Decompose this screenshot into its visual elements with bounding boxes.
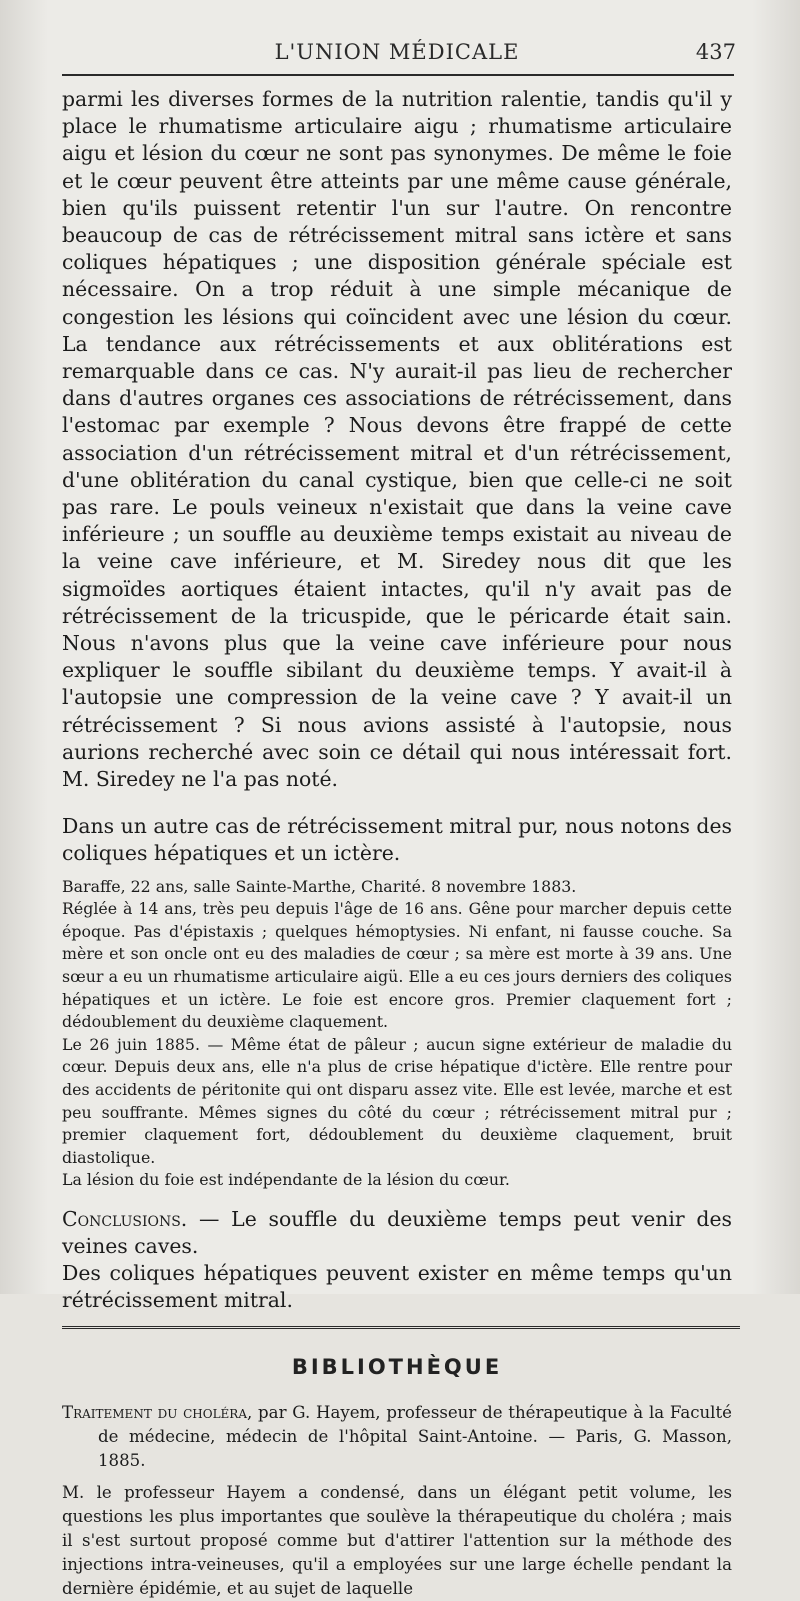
page-number: 437	[695, 40, 736, 64]
conclusions-1	[62, 1206, 732, 1260]
case-report-line: Le 26 juin 1885. — Même état de pâleur ; aucun signe extérieur de maladie du cœur. Depuis deux ans, elle n'a plus de crise hépatique d'ictère. Elle rentre pour des accidents de péritonite qui ont disparu assez vite. Elle est levée, marche et est peu souffrante. Mêmes signes du côté du cœur ; rétrécissement mitral pur ; premier claquement fort, dédoublement du deuxième claquement, bruit diastolique.	[62, 1034, 732, 1167]
running-title: L'UNION MÉDICALE	[274, 40, 520, 64]
section-heading: BIBLIOTHÈQUE	[291, 1355, 503, 1379]
case-report-line: La lésion du foie est indépendante de la lésion du cœur.	[62, 1170, 510, 1190]
bibliography	[62, 1401, 732, 1601]
conclusions-2: Des coliques hépatiques peuvent exister en même temps qu'un rétrécissement mitral.	[62, 1261, 732, 1312]
header-rule	[62, 74, 734, 76]
book-details: , par G. Hayem, professeur de thérapeutique à la Faculté de médecine, médecin de l'hôpital Saint-Antoine. — Paris, G. Masson, 1885.	[98, 1403, 732, 1470]
book-title: Traitement du choléra	[62, 1403, 248, 1422]
section-rule	[62, 1326, 740, 1329]
paragraph-1: parmi les diverses formes de la nutrition ralentie, tandis qu'il y place le rhumatisme articulaire aigu ; rhumatisme articulaire aigu et lésion du cœur ne sont pas synonymes. De même le foie et le cœur peuvent être atteints par une même cause générale, bien qu'ils puissent retentir l'un sur l'autre. On rencontre beaucoup de cas de rétrécissement mitral sans ictère et sans coliques hépatiques ; une disposition générale spéciale est nécessaire. On a trop réduit à une simple mécanique de congestion les lésions qui coïncident avec une lésion du cœur. La tendance aux rétrécissements et aux oblitérations est remarquable dans ce cas. N'y aurait-il pas lieu de rechercher dans d'autres organes ces associations de rétrécissement, dans l'estomac par exemple ? Nous devons être frappé de cette association d'un rétrécissement mitral et d'un rétrécissement, d'une oblitération du canal cystique, bien que celle-ci ne soit pas rare. Le pouls veineux n'existait que dans la veine cave inférieure ; un souffle au deuxième temps existait au niveau de la veine cave inférieure, et M. Siredey nous dit que les sigmoïdes aortiques étaient intactes, qu'il n'y avait pas de rétrécissement de la tricuspide, que le péricarde était sain. Nous n'avons plus que la veine cave inférieure pour nous expliquer le souffle sibilant du deuxième temps. Y avait-il à l'autopsie une compression de la veine cave ? Y avait-il un rétrécissement ? Si nous avions assisté à l'autopsie, nous aurions recherché avec soin ce détail qui nous intéressait fort. M. Siredey ne l'a pas noté.	[62, 87, 732, 792]
conclusions-text-1: — Le souffle du deuxième temps peut venir des veines caves.	[62, 1207, 732, 1258]
conclusions-label: Conclusions.	[62, 1207, 188, 1231]
article-body	[62, 86, 732, 868]
paragraph-2: Dans un autre cas de rétrécissement mitral pur, nous notons des coliques hépatiques et un ictère.	[62, 814, 732, 866]
conclusions	[62, 1206, 732, 1314]
book-reference	[62, 1401, 732, 1473]
case-report-line: Réglée à 14 ans, très peu depuis l'âge de 16 ans. Gêne pour marcher depuis cette époque. Pas d'épistaxis ; quelques hémoptysies. Ni enfant, ni fausse couche. Sa mère et son oncle ont eu des maladies de cœur ; sa mère est morte à 39 ans. Une sœur a eu un rhumatisme articulaire aigü. Elle a eu ces jours derniers des coliques hépatiques et un ictère. Le foie est encore gros. Premier claquement fort ; dédoublement du deuxième claquement.	[62, 899, 732, 1032]
case-report	[62, 876, 732, 1192]
running-header	[62, 28, 736, 68]
case-report-line: Baraffe, 22 ans, salle Sainte-Marthe, Charité. 8 novembre 1883.	[62, 876, 577, 896]
book-review: M. le professeur Hayem a condensé, dans un élégant petit volume, les questions les plus importantes que soulève la thérapeutique du choléra ; mais il s'est surtout proposé comme but d'attirer l'attention sur la méthode des injections intra-veineuses, qu'il a employées sur une large échelle pendant la dernière épidémie, et au sujet de laquelle	[62, 1483, 732, 1598]
